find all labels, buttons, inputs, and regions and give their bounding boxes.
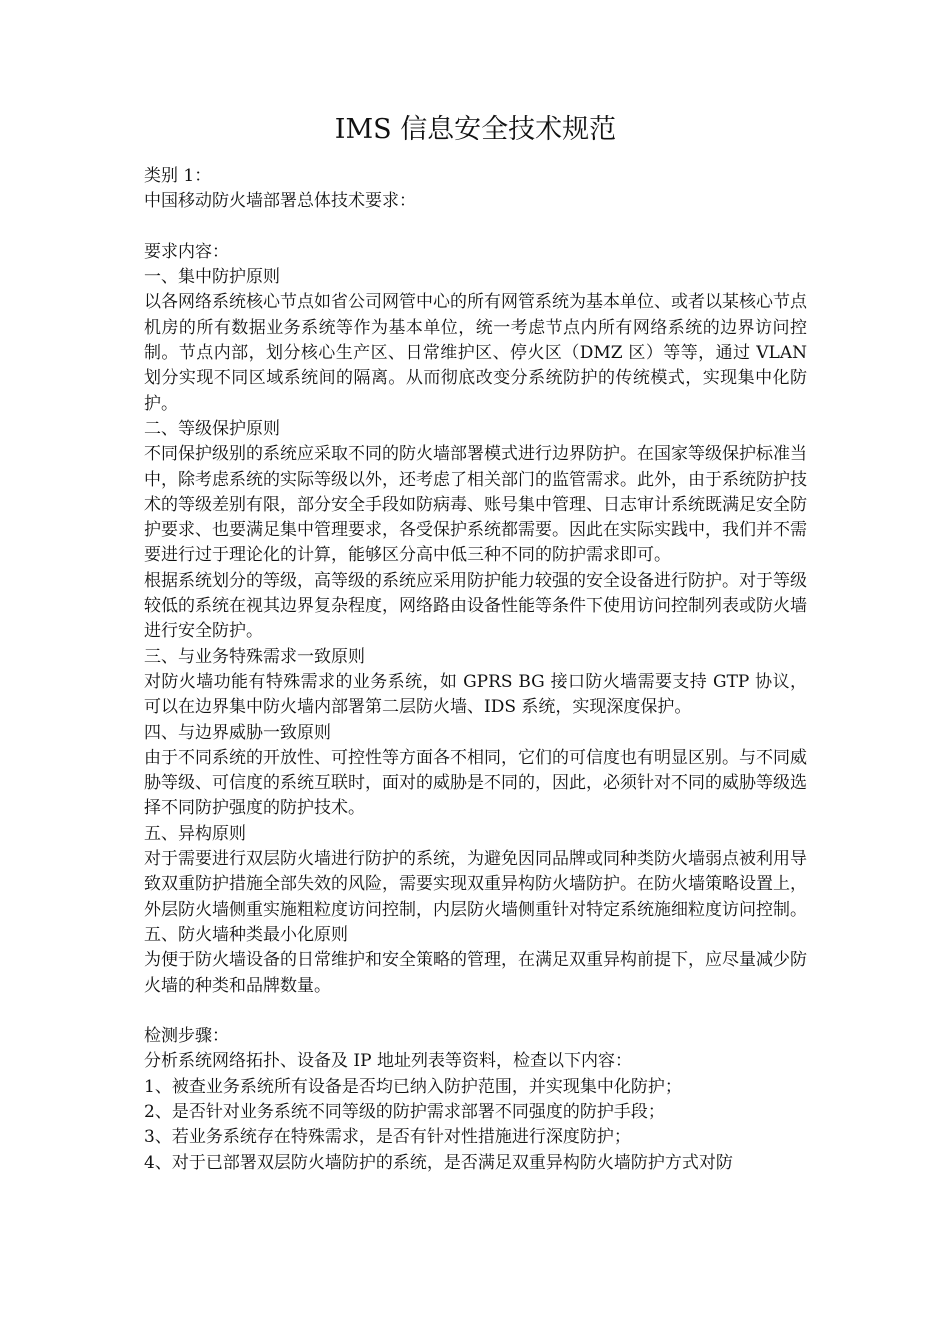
step-item: 1、被查业务系统所有设备是否均已纳入防护范围，并实现集中化防护； (144, 1076, 682, 1097)
section-heading: 一、集中防护原则 (144, 267, 280, 288)
section-heading: 二、等级保护原则 (144, 418, 280, 439)
step-item: 4、对于已部署双层防火墙防护的系统，是否满足双重异构防火墙防护方式对防 (144, 1152, 733, 1173)
document-title: IMS 信息安全技术规范 (334, 114, 617, 145)
section-paragraph: 不同保护级别的系统应采取不同的防火墙部署模式进行边界防护。在国家等级保护标准当中，除考虑系统的实际等级以外，还考虑了相关部门的监管需求。此外，由于系统防护技术的等级差别有限，部分安全手段如防病毒、账号集中管理、日志审计系统既满足安全防护要求、也要满足集中管理要求，各受保护系统都需要。因此在实际实践中，我们并不需要进行过于理论化的计算，能够区分高中低三种不同的防护需求即可。 (144, 444, 807, 566)
spacer (144, 999, 807, 1024)
section-heading: 五、防火墙种类最小化原则 (144, 924, 348, 945)
section-paragraph: 根据系统划分的等级，高等级的系统应采用防护能力较强的安全设备进行防护。对于等级较低的系统在视其边界复杂程度，网络路由设备性能等条件下使用访问控制列表或防火墙进行安全防护。 (144, 570, 807, 642)
section-paragraph: 以各网络系统核心节点如省公司网管中心的所有网管系统为基本单位、或者以某核心节点机房的所有数据业务系统等作为基本单位，统一考虑节点内所有网络系统的边界访问控制。节点内部，划分核心生产区、日常维护区、停火区（DMZ 区）等等，通过 VLAN 划分实现不同区域系统间的隔离。从而彻底改变分系统防护的传统模式，实现集中化防护。 (144, 292, 807, 414)
document-page (144, 108, 807, 1176)
section-paragraph: 为便于防火墙设备的日常维护和安全策略的管理，在满足双重异构前提下，应尽量减少防火墙的种类和品牌数量。 (144, 950, 807, 996)
section-heading: 五、异构原则 (144, 823, 246, 844)
step-item: 2、是否针对业务系统不同等级的防护需求部署不同强度的防护手段； (144, 1101, 665, 1122)
section-heading: 三、与业务特殊需求一致原则 (144, 646, 365, 667)
step-item: 3、若业务系统存在特殊需求，是否有针对性措施进行深度防护； (144, 1127, 631, 1148)
steps-heading: 检测步骤： (144, 1026, 229, 1047)
spacer (144, 215, 807, 240)
category-label: 类别 1： (144, 166, 212, 186)
category-title: 中国移动防火墙部署总体技术要求： (144, 191, 416, 212)
section-paragraph: 由于不同系统的开放性、可控性等方面各不相同，它们的可信度也有明显区别。与不同威胁等级、可信度的系统互联时，面对的威胁是不同的，因此，必须针对不同的威胁等级选择不同防护强度的防护技术。 (144, 747, 807, 819)
steps-intro: 分析系统网络拓扑、设备及 IP 地址列表等资料，检查以下内容： (144, 1051, 632, 1072)
section-heading: 四、与边界威胁一致原则 (144, 722, 331, 743)
section-paragraph: 对防火墙功能有特殊需求的业务系统，如 GPRS BG 接口防火墙需要支持 GTP 协议，可以在边界集中防火墙内部署第二层防火墙、IDS 系统，实现深度保护。 (144, 671, 807, 718)
section-paragraph: 对于需要进行双层防火墙进行防护的系统，为避免因同品牌或同种类防火墙弱点被利用导致双重防护措施全部失效的风险，需要实现双重异构防火墙防护。在防火墙策略设置上，外层防火墙侧重实施粗粒度访问控制，内层防火墙侧重针对特定系统施细粒度访问控制。 (144, 849, 807, 920)
requirements-heading: 要求内容： (144, 241, 229, 262)
